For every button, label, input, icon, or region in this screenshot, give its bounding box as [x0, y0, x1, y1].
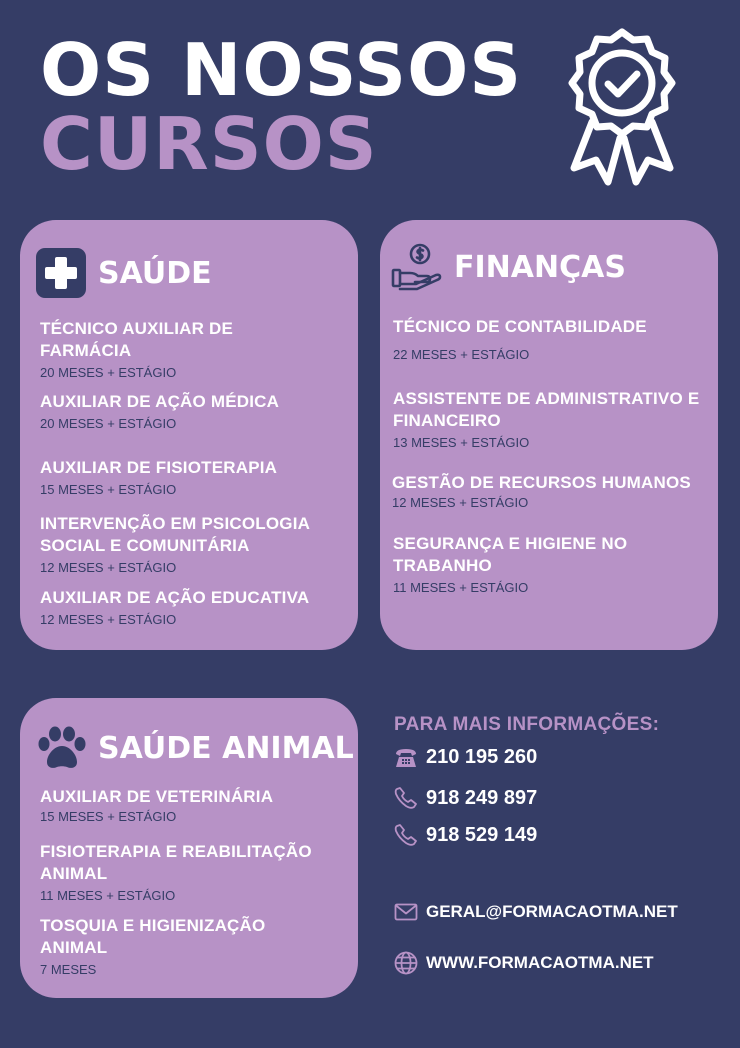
title-line-1: OS NOSSOS	[40, 28, 523, 112]
envelope-icon	[394, 903, 418, 921]
phone-number: 918 249 897	[426, 786, 538, 809]
course-duration: 20 MESES + ESTÁGIO	[40, 416, 177, 431]
card-saude	[20, 220, 358, 650]
phone-number: 918 529 149	[426, 823, 538, 846]
course-item	[40, 915, 350, 978]
course-name: TOSQUIA E HIGIENIZAÇÃO ANIMAL	[40, 916, 266, 957]
course-duration: 20 MESES + ESTÁGIO	[40, 365, 177, 380]
course-name: AUXILIAR DE AÇÃO MÉDICA	[40, 392, 280, 411]
course-item	[40, 318, 350, 381]
telephone-icon	[394, 747, 418, 769]
course-item	[393, 533, 703, 596]
course-item	[393, 316, 703, 363]
contact-email[interactable]	[394, 902, 678, 922]
paw-icon	[36, 726, 88, 770]
card-header	[36, 726, 354, 770]
course-duration: 11 MESES + ESTÁGIO	[393, 580, 529, 595]
card-title: SAÚDE ANIMAL	[98, 730, 354, 766]
phone-handset-icon	[394, 786, 418, 810]
course-item	[40, 391, 350, 432]
course-duration: 11 MESES + ESTÁGIO	[40, 888, 176, 903]
card-header	[390, 242, 626, 292]
course-duration: 7 MESES	[40, 962, 97, 977]
course-item	[40, 841, 350, 904]
course-name: GESTÃO DE RECURSOS HUMANOS	[392, 473, 691, 492]
course-name: TÉCNICO DE CONTABILIDADE	[393, 317, 647, 336]
course-item	[40, 587, 350, 628]
course-name: FISIOTERAPIA E REABILITAÇÃO ANIMAL	[40, 842, 312, 883]
contact-mobile-2[interactable]	[394, 823, 537, 847]
course-item	[40, 457, 350, 498]
course-duration: 15 MESES + ESTÁGIO	[40, 809, 177, 824]
contact-title: PARA MAIS INFORMAÇÕES:	[394, 714, 660, 735]
course-duration: 12 MESES + ESTÁGIO	[40, 560, 177, 575]
email-link[interactable]: GERAL@FORMACAOTMA.NET	[426, 902, 678, 921]
globe-icon	[394, 951, 418, 975]
course-item	[40, 513, 350, 576]
course-name: AUXILIAR DE AÇÃO EDUCATIVA	[40, 588, 310, 607]
contact-landline[interactable]	[394, 746, 537, 769]
phone-number: 210 195 260	[426, 746, 538, 768]
medical-cross-icon	[36, 248, 86, 298]
course-duration: 13 MESES + ESTÁGIO	[393, 435, 530, 450]
card-title: SAÚDE	[98, 255, 212, 291]
card-financas	[380, 220, 718, 650]
course-name: SEGURANÇA E HIGIENE NO TRABANHO	[393, 534, 628, 575]
course-item	[393, 388, 703, 451]
course-item	[392, 472, 712, 511]
course-item	[40, 786, 350, 825]
page-title	[40, 28, 523, 186]
course-duration: 15 MESES + ESTÁGIO	[40, 482, 177, 497]
hand-coin-icon	[390, 242, 446, 292]
phone-handset-icon	[394, 823, 418, 847]
course-name: INTERVENÇÃO EM PSICOLOGIA SOCIAL E COMUNITÁRIA	[40, 514, 310, 555]
contact-website[interactable]	[394, 951, 654, 975]
course-name: AUXILIAR DE VETERINÁRIA	[40, 787, 274, 806]
website-link[interactable]: WWW.FORMACAOTMA.NET	[426, 953, 654, 972]
course-duration: 22 MESES + ESTÁGIO	[393, 347, 530, 362]
course-duration: 12 MESES + ESTÁGIO	[40, 612, 177, 627]
course-name: TÉCNICO AUXILIAR DE FARMÁCIA	[40, 319, 234, 360]
card-header	[36, 248, 212, 298]
card-title: FINANÇAS	[454, 249, 626, 285]
course-name: AUXILIAR DE FISIOTERAPIA	[40, 458, 278, 477]
course-name: ASSISTENTE DE ADMINISTRATIVO E FINANCEIRO	[393, 389, 700, 430]
title-line-2: CURSOS	[40, 102, 378, 186]
course-duration: 12 MESES + ESTÁGIO	[392, 495, 529, 510]
card-saude-animal	[20, 698, 358, 998]
contact-mobile-1[interactable]	[394, 786, 537, 810]
award-ribbon-icon	[552, 26, 692, 196]
